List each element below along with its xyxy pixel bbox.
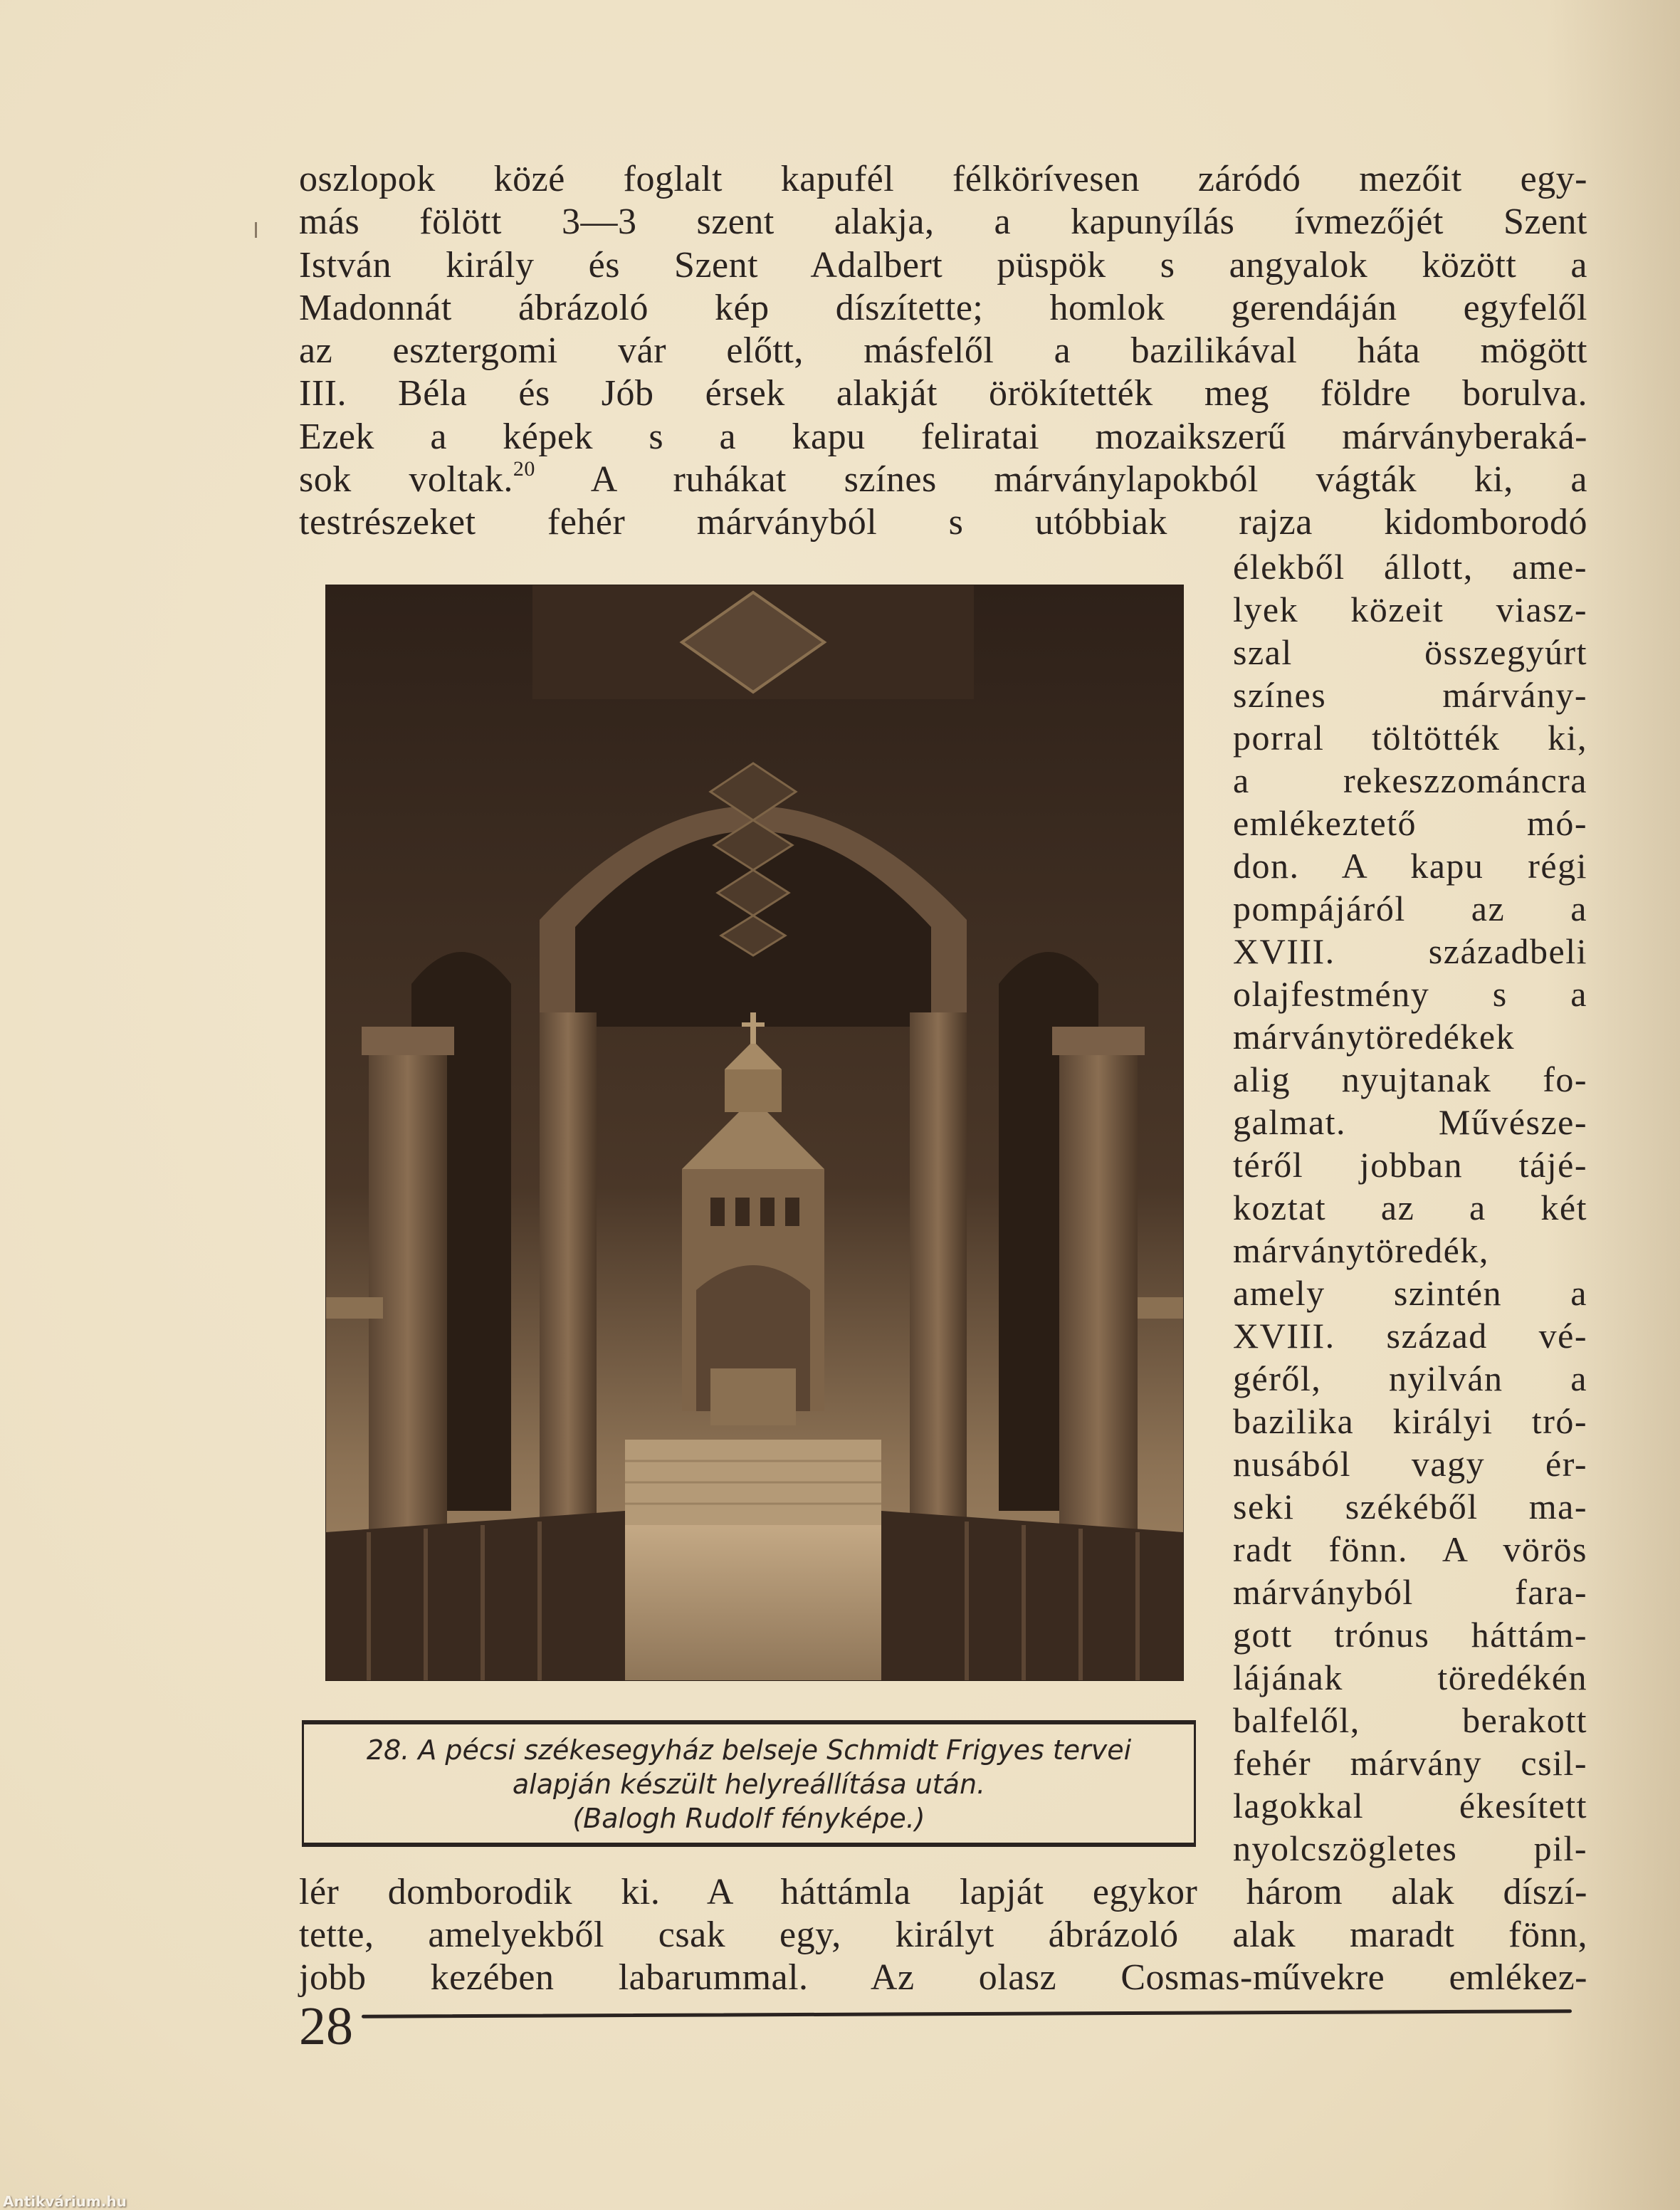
text-line-with-footnote (299, 459, 1587, 501)
text-line: porral töltötték ki, (1233, 718, 1587, 758)
text-line: élekből állott, ame- (1233, 547, 1587, 587)
text-line: balfelől, berakott (1233, 1700, 1587, 1740)
text-line: az esztergomi vár előtt, másfelől a bazilikával háta mögött (299, 330, 1587, 371)
text-line: lagokkal ékesített (1233, 1786, 1587, 1826)
footnote-reference[interactable]: 20 (513, 457, 535, 481)
photo-illustration (326, 585, 1183, 1680)
text-line: XVIII. századbeli (1233, 931, 1587, 971)
text-line: galmat. Művésze- (1233, 1102, 1587, 1142)
caption-line: (Balogh Rudolf fényképe.) (572, 1803, 925, 1834)
text-line: emlékeztető mó- (1233, 803, 1587, 843)
figure-caption (302, 1720, 1196, 1847)
text-fragment: A ruhákat színes márványlapokból vágták ki, a (535, 459, 1587, 500)
text-line: márványtöredék, (1233, 1230, 1489, 1270)
text-line: nusából vagy ér- (1233, 1444, 1587, 1484)
text-line: márványból fara- (1233, 1572, 1587, 1612)
page-number: 28 (299, 1996, 353, 2056)
footer-rule (362, 2009, 1572, 2018)
text-line: márványtöredékek (1233, 1017, 1516, 1057)
text-line: amely szintén a (1233, 1273, 1587, 1313)
text-line: alig nyujtanak fo- (1233, 1059, 1587, 1099)
text-line: seki székéből ma- (1233, 1487, 1587, 1526)
text-line: pompájáról az a (1233, 889, 1587, 928)
text-line: XVIII. század vé- (1233, 1316, 1587, 1356)
caption-line: 28. A pécsi székesegyház belseje Schmidt Frigyes tervei (366, 1734, 1132, 1766)
text-line: gott trónus háttám- (1233, 1615, 1587, 1655)
text-line: tette, amelyekből csak egy, királyt ábrázoló alak maradt fönn, (299, 1915, 1587, 1955)
text-fragment: sok voltak. (299, 459, 513, 500)
text-line: bazilika királyi tró- (1233, 1401, 1587, 1441)
text-line: nyolcszögletes pil- (1233, 1828, 1587, 1868)
text-line: téről jobban tájé- (1233, 1145, 1587, 1185)
text-line: színes márvány- (1233, 675, 1587, 715)
text-line: jobb kezében labarummal. Az olasz Cosmas-művekre emlékez- (299, 1957, 1587, 1998)
caption-line: alapján készült helyreállítása után. (512, 1769, 986, 1800)
text-line: testrészeket fehér márványból s utóbbiak rajza kidomborodó (299, 502, 1587, 543)
text-line: géről, nyilván a (1233, 1358, 1587, 1398)
watermark: Antikvárium.hu (3, 2193, 127, 2210)
text-line: más fölött 3—3 szent alakja, a kapunyílás ívmezőjét Szent (299, 201, 1587, 242)
text-line: III. Béla és Jób érsek alakját örökítették meg földre borulva. (299, 373, 1587, 414)
text-line: olajfestmény s a (1233, 974, 1587, 1014)
text-line: don. A kapu régi (1233, 846, 1587, 886)
text-line: a rekeszzománcra (1233, 760, 1587, 800)
text-line: lájának töredékén (1233, 1658, 1587, 1697)
text-line: lyek közeit viasz- (1233, 590, 1587, 629)
text-line: oszlopok közé foglalt kapufél félkörívesen záródó mezőit egy- (299, 159, 1587, 199)
text-line: Madonnát ábrázoló kép díszítette; homlok gerendáján egyfelől (299, 288, 1587, 328)
text-line: koztat az a két (1233, 1188, 1587, 1227)
text-line: lér domborodik ki. A háttámla lapját egykor három alak díszí- (299, 1872, 1587, 1912)
text-line: radt fönn. A vörös (1233, 1529, 1587, 1569)
margin-mark (255, 222, 257, 238)
text-line: szal összegyúrt (1233, 632, 1587, 672)
text-line: István király és Szent Adalbert püspök s angyalok között a (299, 245, 1587, 286)
text-line: fehér márvány csil- (1233, 1743, 1587, 1783)
text-line: Ezek a képek s a kapu feliratai mozaikszerű márványberaká- (299, 417, 1587, 457)
cathedral-interior-photo (326, 585, 1183, 1680)
